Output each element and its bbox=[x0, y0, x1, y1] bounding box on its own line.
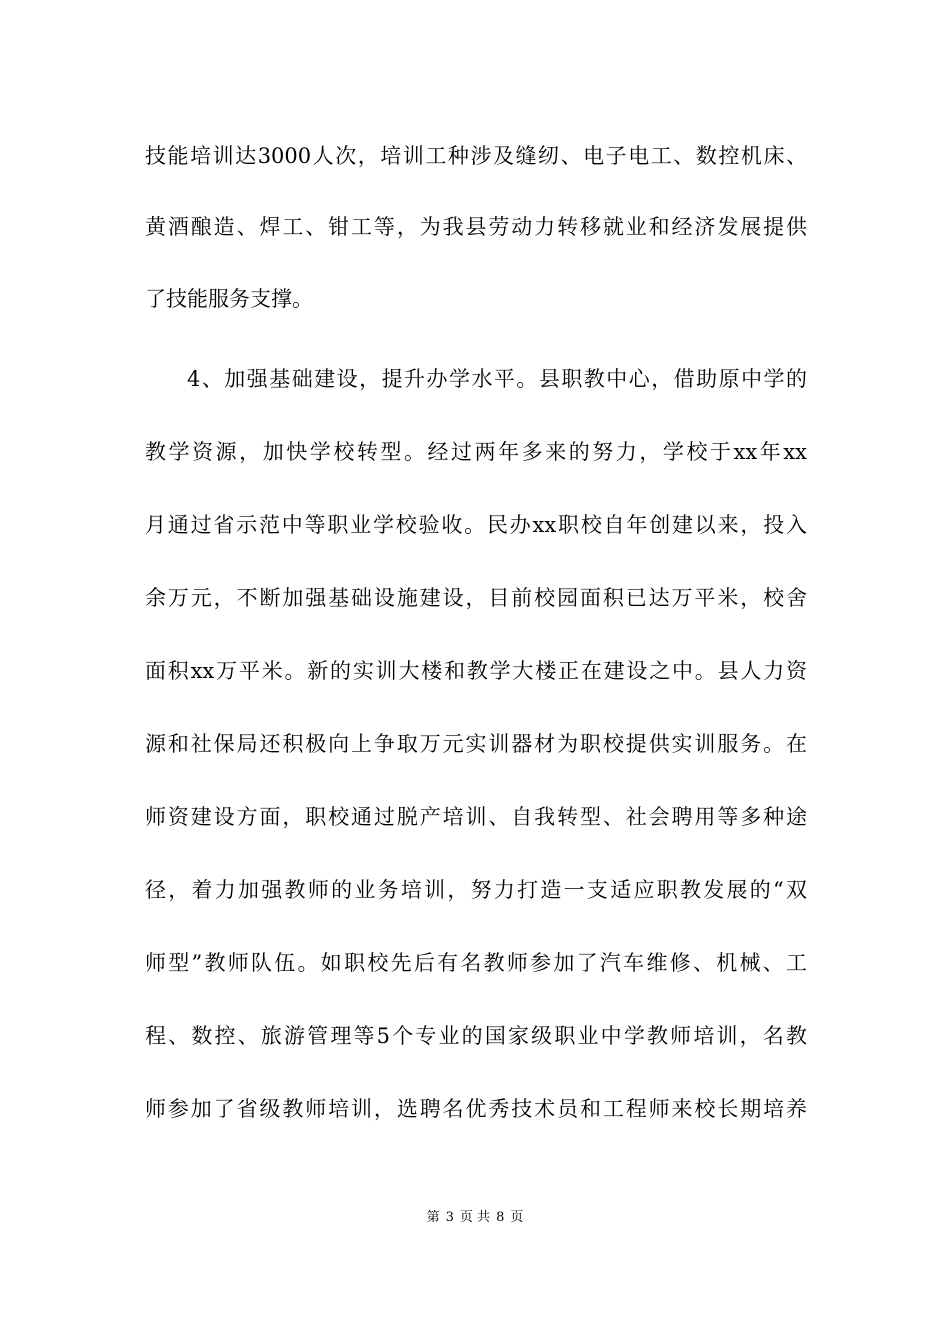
body-text-line: 师资建设方面，职校通过脱产培训、自我转型、社会聘用等多种途 bbox=[145, 805, 807, 829]
footer-page-number: 3 bbox=[445, 1210, 454, 1225]
body-text-line: 了技能服务支撑。 bbox=[145, 287, 313, 311]
body-text-line: 师型”教师队伍。如职校先后有名教师参加了汽车维修、机械、工 bbox=[145, 951, 807, 975]
body-text-line: 技能培训达3000人次，培训工种涉及缝纫、电子电工、数控机床、 bbox=[145, 144, 807, 168]
footer-total-pages: 8 bbox=[496, 1210, 505, 1225]
body-text-line: 面积xx万平米。新的实训大楼和教学大楼正在建设之中。县人力资 bbox=[145, 659, 807, 683]
body-text-line: 径，着力加强教师的业务培训，努力打造一支适应职教发展的“双 bbox=[145, 878, 807, 902]
body-text-line: 源和社保局还积极向上争取万元实训器材为职校提供实训服务。在 bbox=[145, 732, 807, 756]
footer-suffix: 页 bbox=[510, 1210, 524, 1225]
footer-prefix: 第 bbox=[426, 1210, 440, 1225]
body-text-line: 4、加强基础建设，提升办学水平。县职教中心，借助原中学的 bbox=[187, 367, 807, 391]
body-text-line: 师参加了省级教师培训，选聘名优秀技术员和工程师来校长期培养 bbox=[145, 1097, 807, 1121]
body-text-line: 程、数控、旅游管理等5个专业的国家级职业中学教师培训，名教 bbox=[145, 1024, 807, 1048]
footer-mid: 页 共 bbox=[459, 1210, 491, 1225]
body-text-line: 黄酒酿造、焊工、钳工等，为我县劳动力转移就业和经济发展提供 bbox=[145, 215, 807, 239]
body-text-line: 月通过省示范中等职业学校验收。民办xx职校自年创建以来，投入 bbox=[145, 513, 807, 537]
page-footer bbox=[0, 1209, 950, 1227]
body-text-line: 余万元，不断加强基础设施建设，目前校园面积已达万平米，校舍 bbox=[145, 586, 807, 610]
body-text-line: 教学资源，加快学校转型。经过两年多来的努力，学校于xx年xx bbox=[145, 440, 807, 464]
